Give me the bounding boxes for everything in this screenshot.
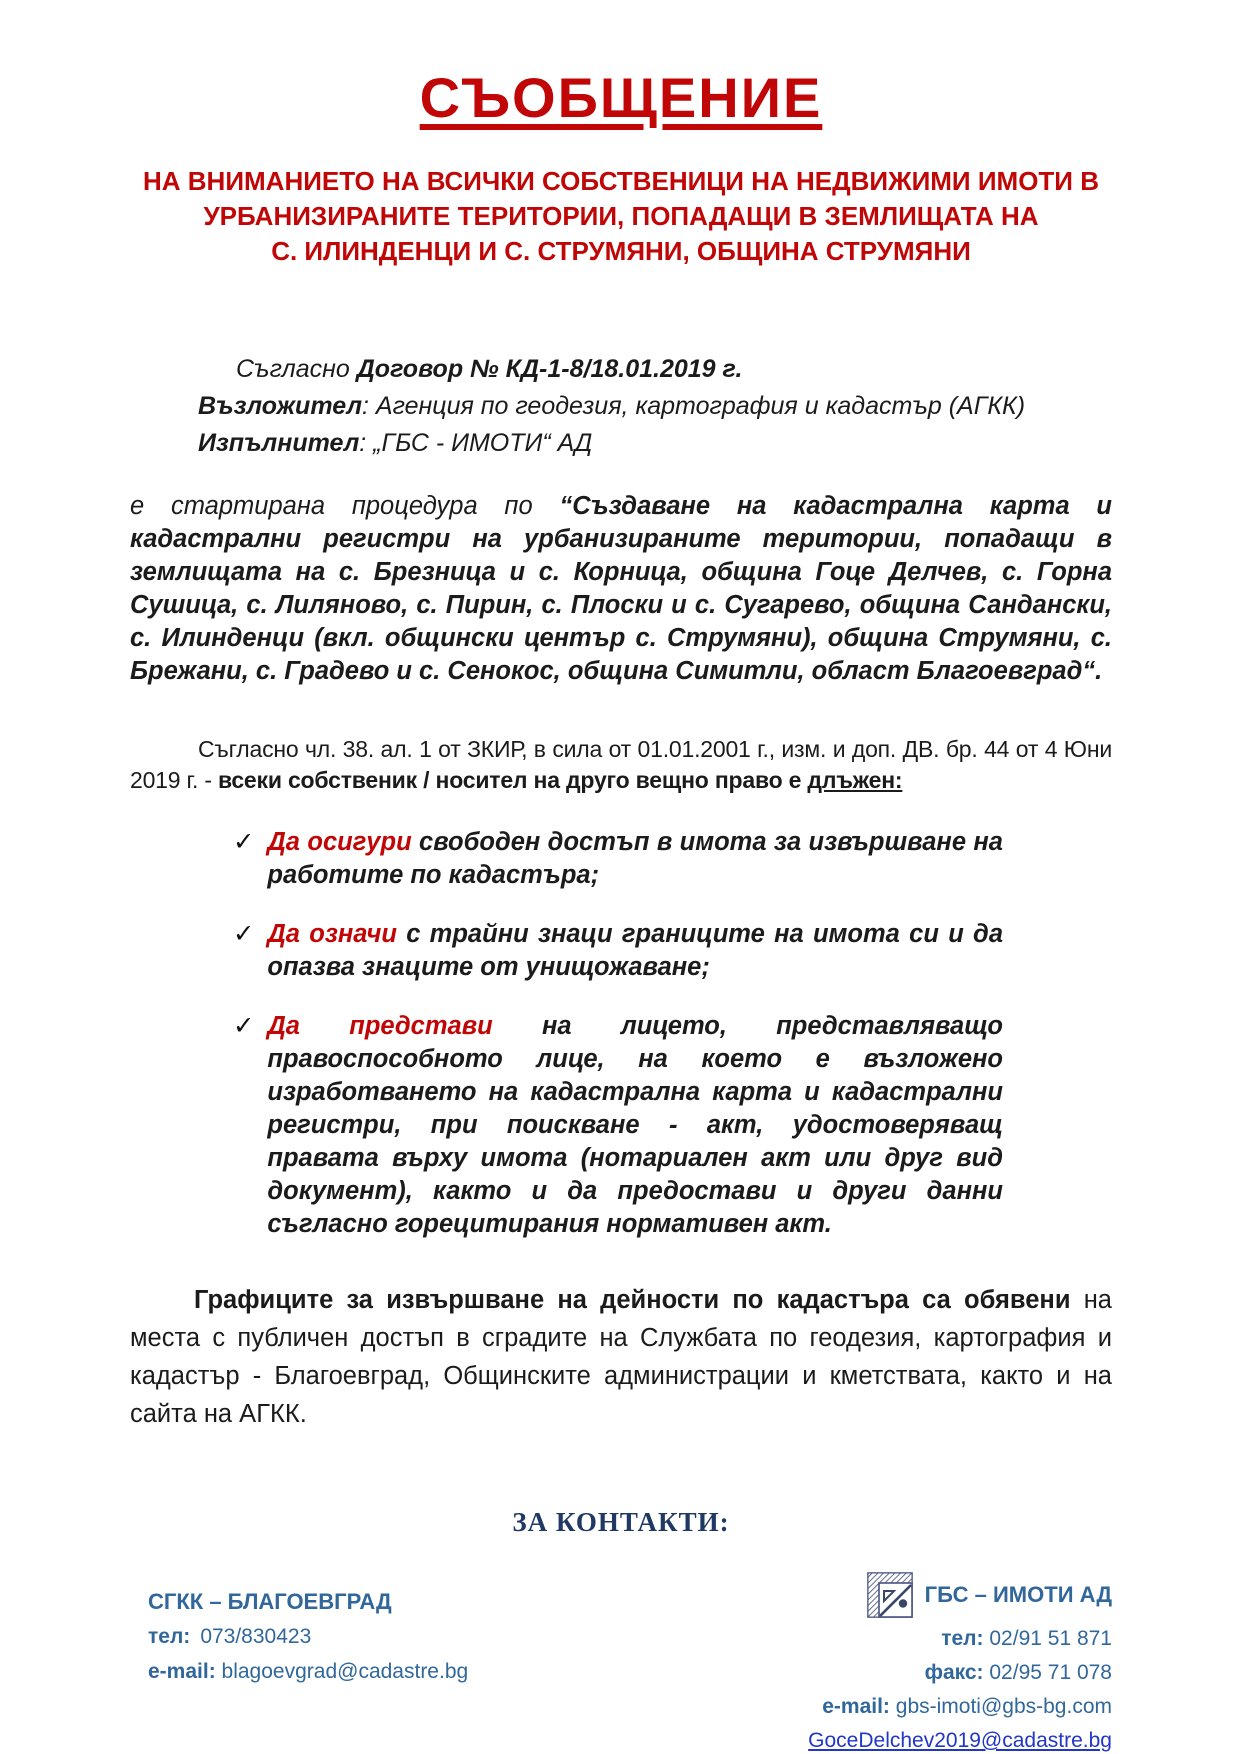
sgkk-email-line (148, 1654, 468, 1689)
legal-obliged: длъжен: (807, 767, 903, 793)
gbs-email-value: gbs-imoti@gbs-bg.com (895, 1695, 1112, 1718)
contacts-row (130, 1572, 1112, 1754)
page-title: СЪОБЩЕНИЕ (419, 66, 823, 129)
check-icon: ✓ (233, 1012, 255, 1040)
obligation-1-text: свободен достъп в имота за извършване на работите по кадастъра; (267, 828, 1003, 889)
contract-number: Договор № КД-1-8/18.01.2019 г. (356, 355, 743, 383)
legal-regular: Съгласно чл. 38. ал. 1 от ЗКИР, в сила от 01.01.2001 г., изм. и доп. ДВ. бр. 44 от 4 Юни 2019 г. - (130, 736, 1112, 793)
obligation-1-lead: Да осигури (267, 828, 412, 856)
obligation-3-text-wrap (267, 1010, 1003, 1241)
gbs-email-line (808, 1690, 1112, 1724)
procedure-paragraph (130, 490, 1112, 688)
legal-bold: всеки собственик / носител на друго вещно право е (217, 767, 808, 793)
obligation-1-text-wrap (267, 826, 1003, 892)
obligation-3-text: на лицето, представляващо правоспособното лице, на което е възложено изработването на кадастрална карта и кадастрални регистри, при поискване - акт, удостоверяващ правата върху имота (нотариален акт или друг вид документ), както и да предостави и други данни съгласно горецитирания нормативен акт. (267, 1012, 1003, 1238)
gbs-email-label: e-mail: (822, 1695, 890, 1718)
gbs-email2-line (808, 1724, 1112, 1754)
sgkk-phone-line (148, 1619, 468, 1654)
obligation-item-1 (233, 826, 1003, 892)
gbs-fax-value: 02/95 71 078 (989, 1661, 1112, 1684)
contact-block-sgkk (148, 1572, 468, 1689)
sgkk-email-value: blagoevgrad@cadastre.bg (221, 1660, 469, 1683)
contractor-label: Изпълнител (198, 429, 360, 457)
gbs-name: ГБС – ИМОТИ АД (924, 1582, 1112, 1607)
check-icon: ✓ (233, 828, 255, 856)
check-icon: ✓ (233, 920, 255, 948)
sgkk-name: СГКК – БЛАГОЕВГРАД (148, 1589, 392, 1614)
obligation-item-3 (233, 1010, 1003, 1241)
legal-paragraph (130, 734, 1112, 796)
procedure-lead: е стартирана процедура по (130, 492, 560, 520)
obligation-2-lead: Да означи (267, 920, 397, 948)
sgkk-phone-value: 073/830423 (200, 1625, 312, 1648)
subtitle-line-3: С. ИЛИНДЕНЦИ И С. СТРУМЯНИ, ОБЩИНА СТРУМЯНИ (271, 236, 971, 266)
gbs-phone-value: 02/91 51 871 (989, 1627, 1112, 1650)
sgkk-phone-label: тел: (148, 1625, 191, 1648)
obligation-3-lead: Да представи (267, 1012, 493, 1040)
gbs-phone-label: тел: (941, 1627, 984, 1650)
schedules-bold: Графиците за извършване на дейности по кадастъра са обявени (194, 1286, 1071, 1314)
schedules-regular: на места с публичен достъп в сградите на Службата по геодезия, картография и кадастър - Благоевград, Общинските администрации и кметствата, както и на сайта на АГКК. (130, 1286, 1112, 1428)
client-value: : Агенция по геодезия, картография и кадастър (АГКК) (362, 392, 1026, 420)
contact-block-gbs (808, 1572, 1112, 1754)
contract-intro: Съгласно (236, 355, 357, 383)
obligation-item-2 (233, 918, 1003, 984)
obligations-list (233, 826, 1003, 1241)
contract-line-contractor (198, 425, 1112, 462)
obligation-2-text-wrap (267, 918, 1003, 984)
gbs-fax-label: факс: (924, 1661, 984, 1684)
contract-block (198, 351, 1112, 462)
contract-line-number (198, 351, 1112, 388)
gbs-phone-line (808, 1622, 1112, 1656)
gbs-email2-link[interactable]: GoceDelchev2019@cadastre.bg (808, 1729, 1112, 1752)
contacts-heading: ЗА КОНТАКТИ: (512, 1507, 730, 1537)
client-label: Възложител (198, 392, 362, 420)
schedules-paragraph (130, 1281, 1112, 1433)
gbs-fax-line (808, 1656, 1112, 1690)
gbs-name-row (808, 1572, 1112, 1618)
contractor-value: : „ГБС - ИМОТИ“ АД (359, 429, 593, 457)
subtitle-line-1: НА ВНИМАНИЕТО НА ВСИЧКИ СОБСТВЕНИЦИ НА НЕДВИЖИМИ ИМОТИ В (143, 166, 1099, 196)
procedure-quoted: “Създаване на кадастрална карта и кадастрални регистри на урбанизираните територии, попадащи в землищата на с. Брезница и с. Корница, община Гоце Делчев, с. Горна Сушица, с. Лиляново, с. Пирин, с. Плоски и с. Сугарево, община Сандански, с. Илинденци (вкл. общински център с. Струмяни), община Струмяни, с. Брежани, с. Градево и с. Сенокос, община Симитли, област Благоевград“. (130, 492, 1112, 685)
gbs-logo-icon (867, 1572, 913, 1618)
subtitle-line-2: УРБАНИЗИРАНИТЕ ТЕРИТОРИИ, ПОПАДАЩИ В ЗЕМЛИЩАТА НА (203, 201, 1039, 231)
subtitle (130, 164, 1112, 269)
obligation-2-text: с трайни знаци границите на имота си и да опазва знаците от унищожаване; (267, 920, 1004, 981)
sgkk-email-label: e-mail: (148, 1660, 216, 1683)
contract-line-client (198, 388, 1112, 425)
